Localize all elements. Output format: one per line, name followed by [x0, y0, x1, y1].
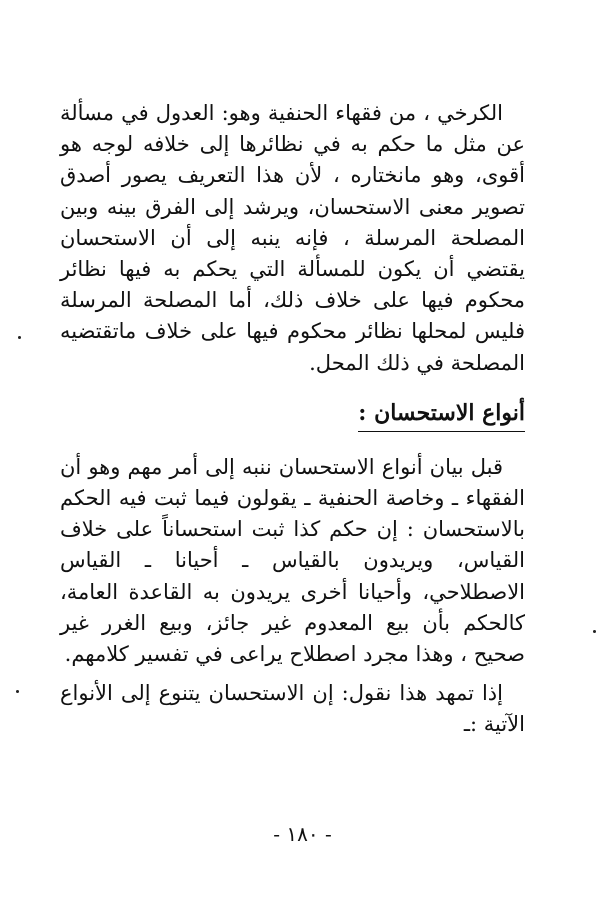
- scan-dot-mark: [593, 630, 596, 633]
- paragraph-intro: الكرخي ، من فقهاء الحنفية وهو: العدول في مسألة عن مثل ما حكم به في نظائرها إلى خلافه لوجه هو أقوى، وهو مانختاره ، لأن هذا التعريف يصور أصدق تصوير معنى الاستحسان، ويرشد إلى الفرق بينه وبين المصلحة المرسلة ، فإنه ينبه إلى أن الاستحسان يقتضي أن يكون للمسألة التي يحكم به فيها نظائر محكوم فيها على خلاف ذلك، أما المصلحة المرسلة فليس لمحلها نظائر محكوم فيها على خلاف ماتقتضيه المصلحة في ذلك المحل.: [60, 101, 525, 375]
- scan-dot-mark: [16, 690, 19, 693]
- page-body: [60, 98, 525, 741]
- scan-dot-mark: [18, 336, 21, 339]
- paragraph-types-intro: قبل بيان أنواع الاستحسان ننبه إلى أمر مهم وهو أن الفقهاء ـ وخاصة الحنفية ـ يقولون فيما ثبت فيه الحكم بالاستحسان : إن حكم كذا ثبت استحساناً على خلاف القياس، ويريدون بالقياس ـ أحيانا ـ القياس الاصطلاحي، وأحيانا أخرى يريدون به القاعدة العامة، كالحكم بأن بيع المعدوم غير جائز، وبيع الغرر غير صحيح ، وهذا مجرد اصطلاح يراعى في تفسير كلامهم.: [60, 454, 525, 667]
- section-heading: أنواع الاستحسان :: [358, 397, 525, 432]
- paragraph-types-lead: إذا تمهد هذا نقول: إن الاستحسان يتنوع إلى الأنواع الآتية :ـ: [60, 681, 525, 737]
- page-number: - ١٨٠ -: [273, 822, 332, 846]
